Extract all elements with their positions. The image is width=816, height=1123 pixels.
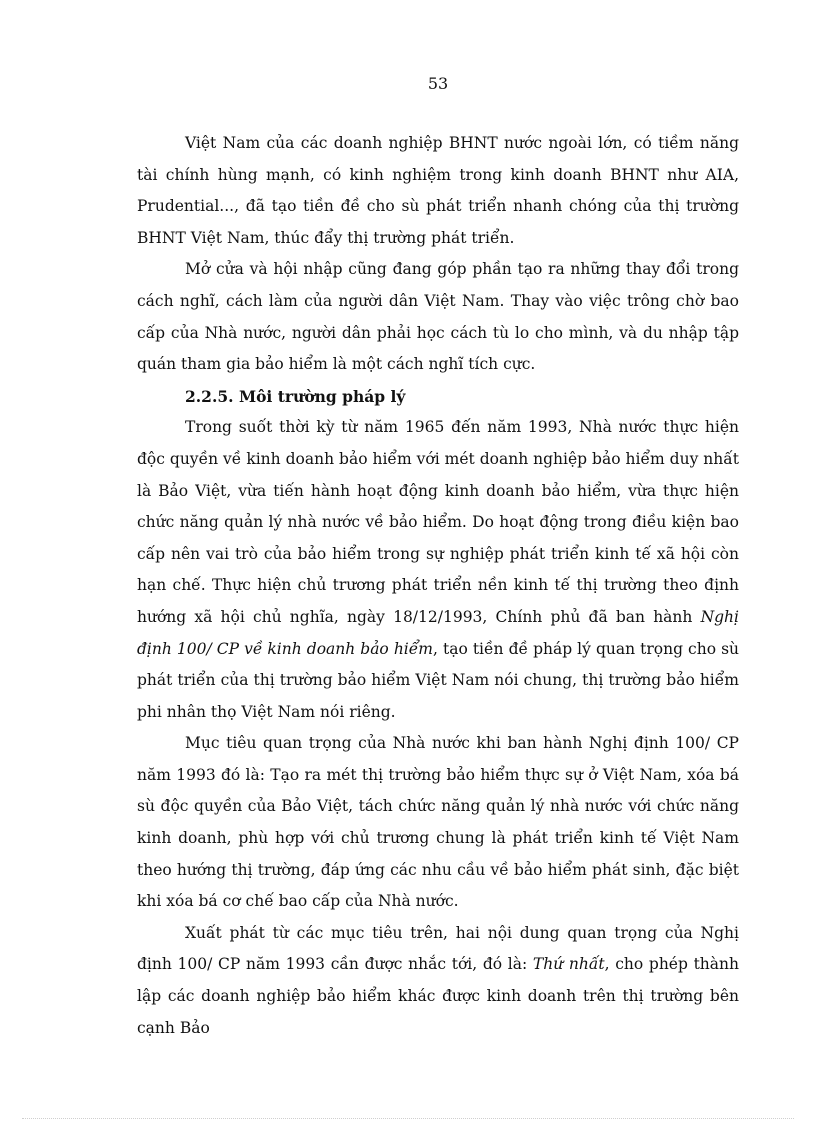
paragraph bbox=[137, 412, 739, 728]
section-heading: 2.2.5. Môi trường pháp lý bbox=[185, 386, 406, 406]
paragraph-text: Trong suốt thời kỳ từ năm 1965 đến năm 1993, Nhà nước thực hiện độc quyền về kinh doanh bảo hiểm với mét doanh nghiệp bảo hiểm duy nhất là Bảo Việt, vừa tiến hành hoạt động kinh doanh bảo hiểm, vừa thực hiện chức năng quản lý nhà nước về bảo hiểm. Do hoạt động trong điều kiện bao cấp nên vai trò của bảo hiểm trong sự nghiệp phát triển kinh tế xã hội còn hạn chế. Thực hiện chủ trương phát triển nền kinh tế thị trường theo định hướng xã hội chủ nghĩa, ngày 18/12/1993, Chính phủ đã ban hành bbox=[137, 418, 739, 626]
paragraph-text: , tạo tiền đề pháp lý quan trọng cho sù phát triển của thị trường bảo hiểm Việt Nam nói chung, thị trường bảo hiểm phi nhân thọ Việt Nam nói riêng. bbox=[137, 639, 740, 721]
emphasis-text: Thứ nhất bbox=[532, 955, 605, 974]
paragraph: Việt Nam của các doanh nghiệp BHNT nước ngoài lớn, có tiềm năng tài chính hùng mạnh, có kinh nghiệm trong kinh doanh BHNT như AIA, Prudential..., đã tạo tiền đề cho sù phát triển nhanh chóng của thị trường BHNT Việt Nam, thúc đẩy thị trường phát triển. bbox=[137, 134, 739, 247]
paragraph: Mở cửa và hội nhập cũng đang góp phần tạo ra những thay đổi trong cách nghĩ, cách làm của người dân Việt Nam. Thay vào việc trông chờ bao cấp của Nhà nước, người dân phải học cách tù lo cho mình, và du nhập tập quán tham gia bảo hiểm là một cách nghĩ tích cực. bbox=[137, 260, 739, 374]
document-body bbox=[137, 128, 739, 1044]
paragraph-text: , cho phép thành lập các doanh nghiệp bảo hiểm khác được kinh doanh trên thị trường bên cạnh Bảo bbox=[137, 955, 739, 1037]
paragraph: Mục tiêu quan trọng của Nhà nước khi ban hành Nghị định 100/ CP năm 1993 đó là: Tạo ra mét thị trường bảo hiểm thực sự ở Việt Nam, xóa bá sù độc quyền của Bảo Việt, tách chức năng quản lý nhà nước với chức năng kinh doanh, phù hợp với chủ trương chung là phát triển kinh tế Việt Nam theo hướng thị trường, đáp ứng các nhu cầu về bảo hiểm phát sinh, đặc biệt khi xóa bá cơ chế bao cấp của Nhà nước. bbox=[137, 734, 739, 911]
paragraph-text: Xuất phát từ các mục tiêu trên, hai nội dung quan trọng của Nghị định 100/ CP năm 1993 cần được nhắc tới, đó là: bbox=[137, 923, 739, 974]
page-bottom-rule bbox=[22, 1118, 794, 1119]
paragraph bbox=[137, 918, 739, 1044]
decree-title: Nghị định 100/ CP về kinh doanh bảo hiểm bbox=[137, 607, 739, 658]
page-number: 53 bbox=[427, 74, 449, 93]
